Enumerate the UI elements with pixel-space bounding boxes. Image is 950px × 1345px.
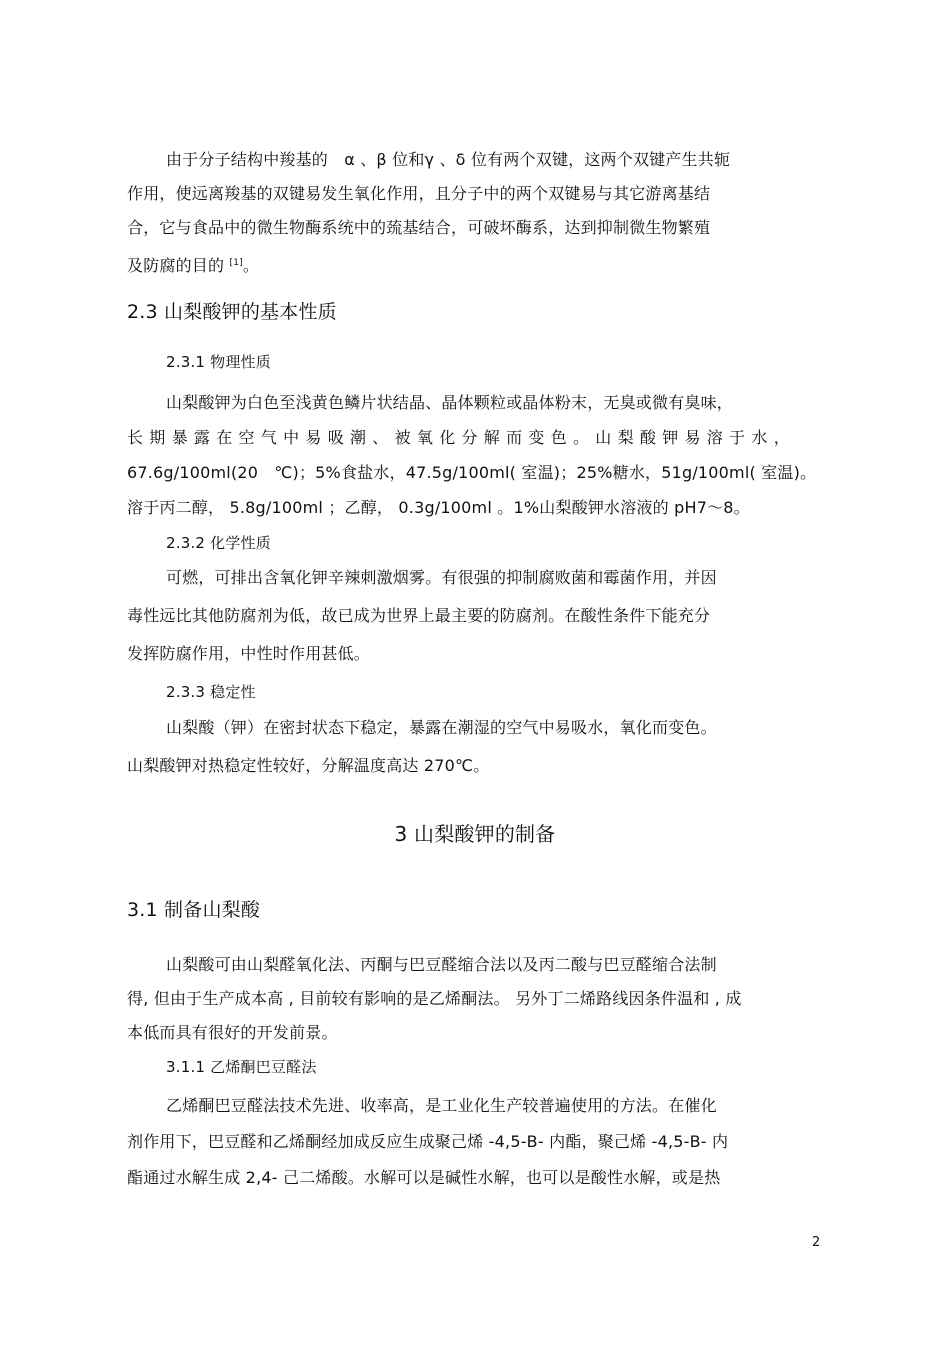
ketene-line-1: 乙烯酮巴豆醛法技术先进、收率高，是工业化生产较普遍使用的方法。在催化	[166, 1096, 717, 1115]
ketene-line-3: 酯通过水解生成 2,4- 己二烯酸。水解可以是碱性水解，也可以是酸性水解，或是热	[127, 1168, 721, 1187]
chemical-props-line-3: 发挥防腐作用，中性时作用甚低。	[127, 644, 371, 663]
physical-props-line-3: 67.6g/100ml(20 ℃)；5%食盐水，47.5g/100ml( 室温)；25%糖水，51g/100ml( 室温)。	[127, 463, 817, 482]
section-3-1-heading: 3.1 制备山梨酸	[127, 899, 261, 921]
chapter-3-heading: 3 山梨酸钾的制备	[394, 822, 556, 846]
subsection-2-3-1-heading: 2.3.1 物理性质	[166, 353, 271, 371]
page-number: 2	[812, 1235, 821, 1250]
prep-line-1: 山梨酸可由山梨醛氧化法、丙酮与巴豆醛缩合法以及丙二酸与巴豆醛缩合法制	[166, 955, 717, 974]
subsection-3-1-1-heading: 3.1.1 乙烯酮巴豆醛法	[166, 1058, 317, 1076]
citation-ref: [1]	[229, 258, 243, 268]
chemical-props-line-2: 毒性远比其他防腐剂为低，故已成为世界上最主要的防腐剂。在酸性条件下能充分	[127, 606, 711, 625]
physical-props-line-4: 溶于丙二醇， 5.8g/100ml ；乙醇， 0.3g/100ml 。1%山梨酸钾水溶液的 pH7～8。	[127, 498, 750, 517]
para-mechanism-line-1: 由于分子结构中羧基的 α 、β 位和γ 、δ 位有两个双键，这两个双键产生共轭	[166, 150, 731, 169]
prep-line-3: 本低而具有很好的开发前景。	[127, 1023, 338, 1042]
para-mechanism-line-2: 作用，使远离羧基的双键易发生氧化作用，且分子中的两个双键易与其它游离基结	[127, 184, 711, 203]
section-2-3-heading: 2.3 山梨酸钾的基本性质	[127, 301, 337, 323]
subsection-2-3-2-heading: 2.3.2 化学性质	[166, 534, 271, 552]
para-mechanism-line-4	[127, 251, 259, 275]
physical-props-line-1: 山梨酸钾为白色至浅黄色鳞片状结晶、晶体颗粒或晶体粉末，无臭或微有臭味，	[166, 393, 734, 412]
ketene-line-2: 剂作用下，巴豆醛和乙烯酮经加成反应生成聚己烯 -4,5-B- 内酯，聚己烯 -4,5-B- 内	[127, 1132, 729, 1151]
para-mechanism-line-4-text: 及防腐的目的	[127, 256, 230, 275]
chemical-props-line-1: 可燃，可排出含氧化钾辛辣刺激烟雾。有很强的抑制腐败菌和霉菌作用，并因	[166, 568, 717, 587]
physical-props-line-2: 长期暴露在空气中易吸潮、被氧化分解而变色。山梨酸钾易溶于水，	[127, 428, 797, 447]
stability-line-2: 山梨酸钾对热稳定性较好，分解温度高达 270℃。	[127, 756, 490, 775]
para-mechanism-line-4-end: 。	[242, 256, 260, 275]
stability-line-1: 山梨酸（钾）在密封状态下稳定，暴露在潮湿的空气中易吸水，氧化而变色。	[166, 718, 717, 737]
para-mechanism-line-3: 合，它与食品中的微生物酶系统中的巯基结合，可破坏酶系，达到抑制微生物繁殖	[127, 218, 711, 237]
subsection-2-3-3-heading: 2.3.3 稳定性	[166, 683, 256, 701]
prep-line-2: 得, 但由于生产成本高 , 目前较有影响的是乙烯酮法。 另外丁二烯路线因条件温和 , 成	[127, 989, 742, 1008]
